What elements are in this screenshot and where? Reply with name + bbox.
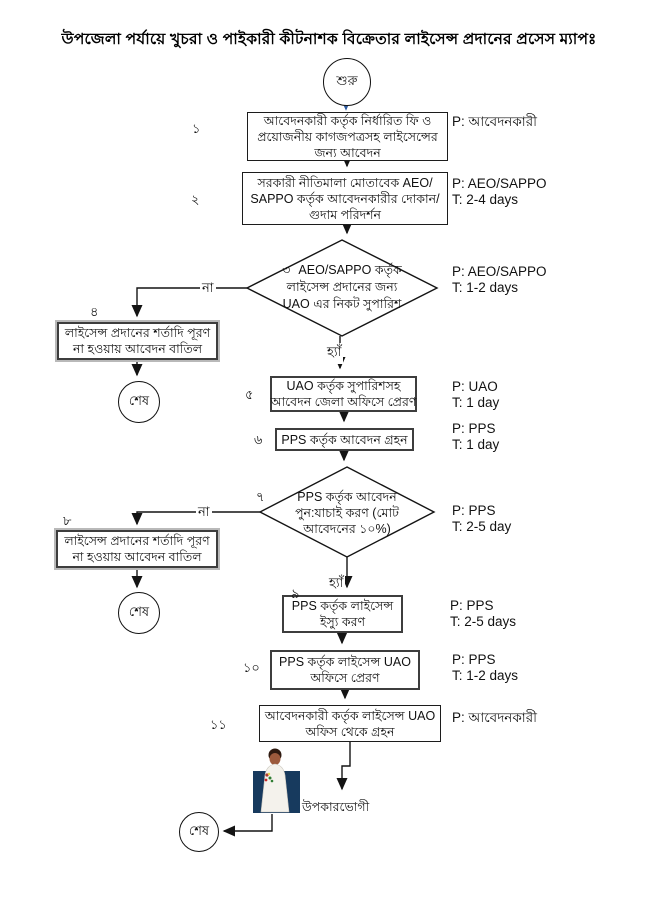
- step-7-text: PPS কর্তৃক আবেদন: [297, 490, 397, 504]
- no-branch-label-1: না: [200, 279, 216, 300]
- step-5-annotation: [452, 379, 499, 411]
- step-6-box: [275, 428, 414, 451]
- performer-label: P: PPS: [452, 652, 496, 667]
- step-4-text: না হওয়ায় আবেদন বাতিল: [72, 342, 203, 356]
- step-3-text: ৩ AEO/SAPPO কর্তৃক: [282, 263, 402, 277]
- performer-label: P: AEO/SAPPO: [452, 176, 547, 191]
- step-1-text: প্রয়োজনীয় কাগজপত্রসহ লাইসেন্সের: [257, 129, 438, 144]
- step-9-annotation: [450, 598, 516, 630]
- step-9-text: ইস্যু করণ: [319, 615, 366, 629]
- step-1-box: [247, 112, 448, 161]
- step-8-text: লাইসেন্স প্রদানের শর্তাদি পূরণ: [64, 534, 210, 548]
- step-5-text: UAO কর্তৃক সুপারিশসহ: [286, 379, 401, 393]
- performer-label: P: PPS: [452, 503, 496, 518]
- step-3-number: ৩: [282, 263, 291, 277]
- end-label: শেষ: [128, 603, 150, 619]
- yes-branch-label-2: হ্যাঁ: [327, 574, 345, 595]
- performer-label: P: AEO/SAPPO: [452, 264, 547, 279]
- step-9-box: [282, 595, 403, 633]
- step-7-text: আবেদনের ১০%): [303, 522, 391, 536]
- step-2-text: SAPPO কর্তৃক আবেদনকারীর দোকান/: [250, 191, 440, 206]
- end-terminal-2: [118, 592, 160, 634]
- step-1-text: জন্য আবেদন: [314, 145, 381, 160]
- step-5-text: আবেদন জেলা অফিসে প্রেরণ: [270, 395, 417, 409]
- step-3-text: UAO এর নিকট সুপারিশ: [282, 297, 402, 311]
- step-11-annotation: [452, 710, 537, 726]
- time-label: T: 2-4 days: [452, 192, 519, 207]
- step-2-text: গুদাম পরিদর্শন: [308, 207, 382, 222]
- time-label: T: 2-5 day: [452, 519, 512, 534]
- step-1-annotation: [452, 114, 537, 130]
- time-label: T: 2-5 days: [450, 614, 517, 629]
- step-10-annotation: [452, 652, 518, 684]
- step-11-number: ১১: [210, 717, 227, 732]
- performer-label: P: PPS: [452, 421, 496, 436]
- time-label: T: 1-2 days: [452, 668, 519, 683]
- arrow-beneficiary-to-end: [224, 814, 272, 831]
- step-6-text: PPS কর্তৃক আবেদন গ্রহন: [281, 432, 408, 447]
- arrow-11-to-beneficiary: [342, 742, 350, 789]
- end-terminal-1: [118, 381, 160, 423]
- step-10-text: PPS কর্তৃক লাইসেন্স UAO: [279, 655, 411, 669]
- step-3-text: লাইসেন্স প্রদানের জন্য: [286, 280, 398, 294]
- arrow-3-no-to-4: [137, 288, 247, 316]
- step-1-number: ১: [192, 121, 201, 136]
- beneficiary-label: উপকারভোগী: [302, 800, 370, 814]
- beneficiary-person-icon: [246, 747, 304, 815]
- step-7-text: পুন:যাচাই করণ (মোট: [295, 506, 399, 520]
- performer-label: P: আবেদনকারী: [452, 114, 537, 129]
- step-10-box: [270, 650, 420, 690]
- step-6-number: ৬: [254, 432, 263, 447]
- step-9-number: ৯: [291, 586, 300, 601]
- step-4-box: [57, 322, 218, 360]
- step-1-text: আবেদনকারী কর্তৃক নির্ধারিত ফি ও: [263, 113, 432, 128]
- step-2-annotation: [452, 176, 547, 208]
- performer-label: P: PPS: [450, 598, 494, 613]
- step-2-box: [242, 172, 448, 225]
- step-5-box: [270, 376, 417, 412]
- decision-3-text: [250, 262, 434, 313]
- step-10-number: ১০: [243, 660, 260, 675]
- step-11-box: [259, 705, 441, 742]
- step-3-annotation: [452, 264, 547, 296]
- step-2-text: সরকারী নীতিমালা মোতাবেক AEO/: [257, 175, 433, 190]
- step-8-box: [56, 530, 218, 568]
- step-8-text: না হওয়ায় আবেদন বাতিল: [72, 550, 202, 564]
- step-8-number: ৮: [63, 513, 72, 528]
- end-label: শেষ: [128, 392, 150, 408]
- step-4-text: লাইসেন্স প্রদানের শর্তাদি পূরণ: [64, 326, 211, 340]
- step-7-number: ৭: [256, 489, 265, 504]
- end-terminal-3: [179, 812, 219, 852]
- step-10-text: অফিসে প্রেরণ: [310, 671, 380, 685]
- step-5-number: ৫: [245, 387, 254, 402]
- step-6-annotation: [452, 421, 499, 453]
- yes-branch-label-1: হ্যাঁ: [325, 343, 343, 364]
- step-2-number: ২: [191, 192, 200, 207]
- step-7-annotation: [452, 503, 511, 535]
- start-terminal: [323, 58, 371, 106]
- time-label: T: 1 day: [452, 437, 500, 452]
- performer-label: P: UAO: [452, 379, 498, 394]
- end-label: শেষ: [188, 822, 210, 838]
- start-label: শুরু: [336, 72, 358, 88]
- step-9-text: PPS কর্তৃক লাইসেন্স: [291, 599, 394, 613]
- page-title: উপজেলা পর্যায়ে খুচরা ও পাইকারী কীটনাশক বিক্রেতার লাইসেন্স প্রদানের প্রসেস ম্যাপঃ: [61, 31, 597, 48]
- decision-7-text: [262, 489, 432, 537]
- step-11-text: অফিস থেকে গ্রহন: [305, 724, 395, 739]
- time-label: T: 1 day: [452, 395, 500, 410]
- step-11-text: আবেদনকারী কর্তৃক লাইসেন্স UAO: [264, 708, 436, 723]
- performer-label: P: আবেদনকারী: [452, 710, 537, 725]
- no-branch-label-2: না: [196, 503, 212, 524]
- step-4-number: ৪: [90, 304, 99, 319]
- time-label: T: 1-2 days: [452, 280, 519, 295]
